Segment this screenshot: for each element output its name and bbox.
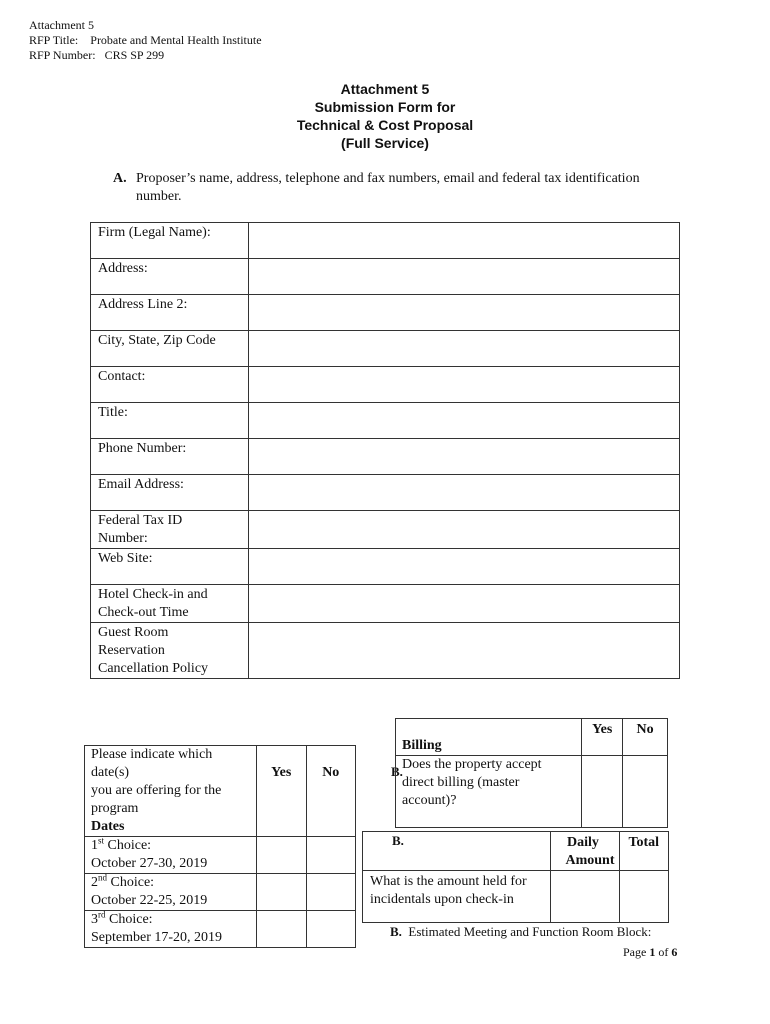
billing-no-checkbox[interactable] (623, 756, 668, 828)
page-footer: Page 1 of 6 (623, 945, 678, 959)
firm-field-input[interactable] (249, 259, 680, 295)
header-rfp-title: RFP Title: Probate and Mental Health Institute (29, 33, 262, 47)
incidentals-total-field[interactable] (619, 871, 668, 923)
firm-table-row (91, 623, 680, 679)
incidentals-question: What is the amount held for incidentals upon check-in (363, 871, 551, 923)
dates-yes-checkbox[interactable] (256, 837, 306, 874)
firm-table-row (91, 295, 680, 331)
billing-yes-header: Yes (582, 719, 623, 756)
dates-table (84, 745, 356, 948)
firm-table-row (91, 259, 680, 295)
firm-field-label: Guest Room Reservation Cancellation Policy (91, 623, 249, 679)
billing-no-header: No (623, 719, 668, 756)
dates-yes-header: Yes (256, 746, 306, 837)
dates-no-checkbox[interactable] (306, 874, 356, 911)
doc-header (29, 18, 262, 63)
firm-field-input[interactable] (249, 585, 680, 623)
page-title: Attachment 5 Submission Form for Technical & Cost Proposal (Full Service) (296, 81, 474, 151)
firm-table-row (91, 549, 680, 585)
firm-table-row (91, 223, 680, 259)
dates-yes-checkbox[interactable] (256, 911, 306, 948)
incidentals-daily-field[interactable] (551, 871, 619, 923)
firm-table-row (91, 367, 680, 403)
incidentals-table (362, 831, 669, 923)
firm-field-label: City, State, Zip Code (91, 331, 249, 367)
header-rfp-number: RFP Number: CRS SP 299 (29, 48, 165, 62)
firm-field-input[interactable] (249, 623, 680, 679)
section-a-text-line2: number. (136, 189, 182, 204)
firm-field-input[interactable] (249, 403, 680, 439)
firm-table-row (91, 511, 680, 549)
incidentals-marker: B. (392, 833, 404, 848)
firm-table-row (91, 331, 680, 367)
firm-field-label: Address: (91, 259, 249, 295)
dates-header-cell: Please indicate which date(s) you are offering for the program Dates (85, 746, 257, 837)
firm-field-label: Web Site: (91, 549, 249, 585)
firm-table-row (91, 439, 680, 475)
firm-field-input[interactable] (249, 439, 680, 475)
firm-field-input[interactable] (249, 475, 680, 511)
dates-no-header: No (306, 746, 356, 837)
billing-heading: Billing (396, 719, 582, 756)
meeting-block: B. Estimated Meeting and Function Room Block: (390, 924, 652, 939)
dates-row: 1st Choice: October 27-30, 2019 (85, 837, 356, 874)
section-a-text-line1: Proposer’s name, address, telephone and fax numbers, email and federal tax identification (136, 171, 640, 186)
firm-field-label: Email Address: (91, 475, 249, 511)
incidentals-total-header: Total (619, 832, 668, 871)
dates-no-checkbox[interactable] (306, 911, 356, 948)
firm-field-label: Address Line 2: (91, 295, 249, 331)
firm-field-input[interactable] (249, 511, 680, 549)
firm-field-input[interactable] (249, 549, 680, 585)
firm-info-table (90, 222, 680, 679)
dates-header-row (85, 746, 356, 837)
firm-field-label: Phone Number: (91, 439, 249, 475)
firm-field-input[interactable] (249, 331, 680, 367)
firm-field-label: Hotel Check-in and Check-out Time (91, 585, 249, 623)
firm-field-input[interactable] (249, 223, 680, 259)
dates-yes-checkbox[interactable] (256, 874, 306, 911)
dates-row: 3rd Choice: September 17-20, 2019 (85, 911, 356, 948)
firm-table-row (91, 475, 680, 511)
firm-field-label: Firm (Legal Name): (91, 223, 249, 259)
firm-field-label: Title: (91, 403, 249, 439)
billing-yes-checkbox[interactable] (582, 756, 623, 828)
firm-field-input[interactable] (249, 295, 680, 331)
section-a-marker: A. (113, 171, 127, 186)
dates-row: 2nd Choice: October 22-25, 2019 (85, 874, 356, 911)
firm-field-label: Contact: (91, 367, 249, 403)
header-line1: Attachment 5 (29, 18, 94, 32)
billing-table (395, 718, 668, 828)
incidentals-daily-header: Daily Amount (551, 832, 619, 871)
billing-question: Does the property accept direct billing (master account)? (396, 756, 582, 828)
firm-field-input[interactable] (249, 367, 680, 403)
billing-marker: B. (391, 764, 403, 779)
section-a (113, 170, 693, 206)
firm-table-row (91, 403, 680, 439)
firm-table-row (91, 585, 680, 623)
firm-field-label: Federal Tax ID Number: (91, 511, 249, 549)
dates-no-checkbox[interactable] (306, 837, 356, 874)
